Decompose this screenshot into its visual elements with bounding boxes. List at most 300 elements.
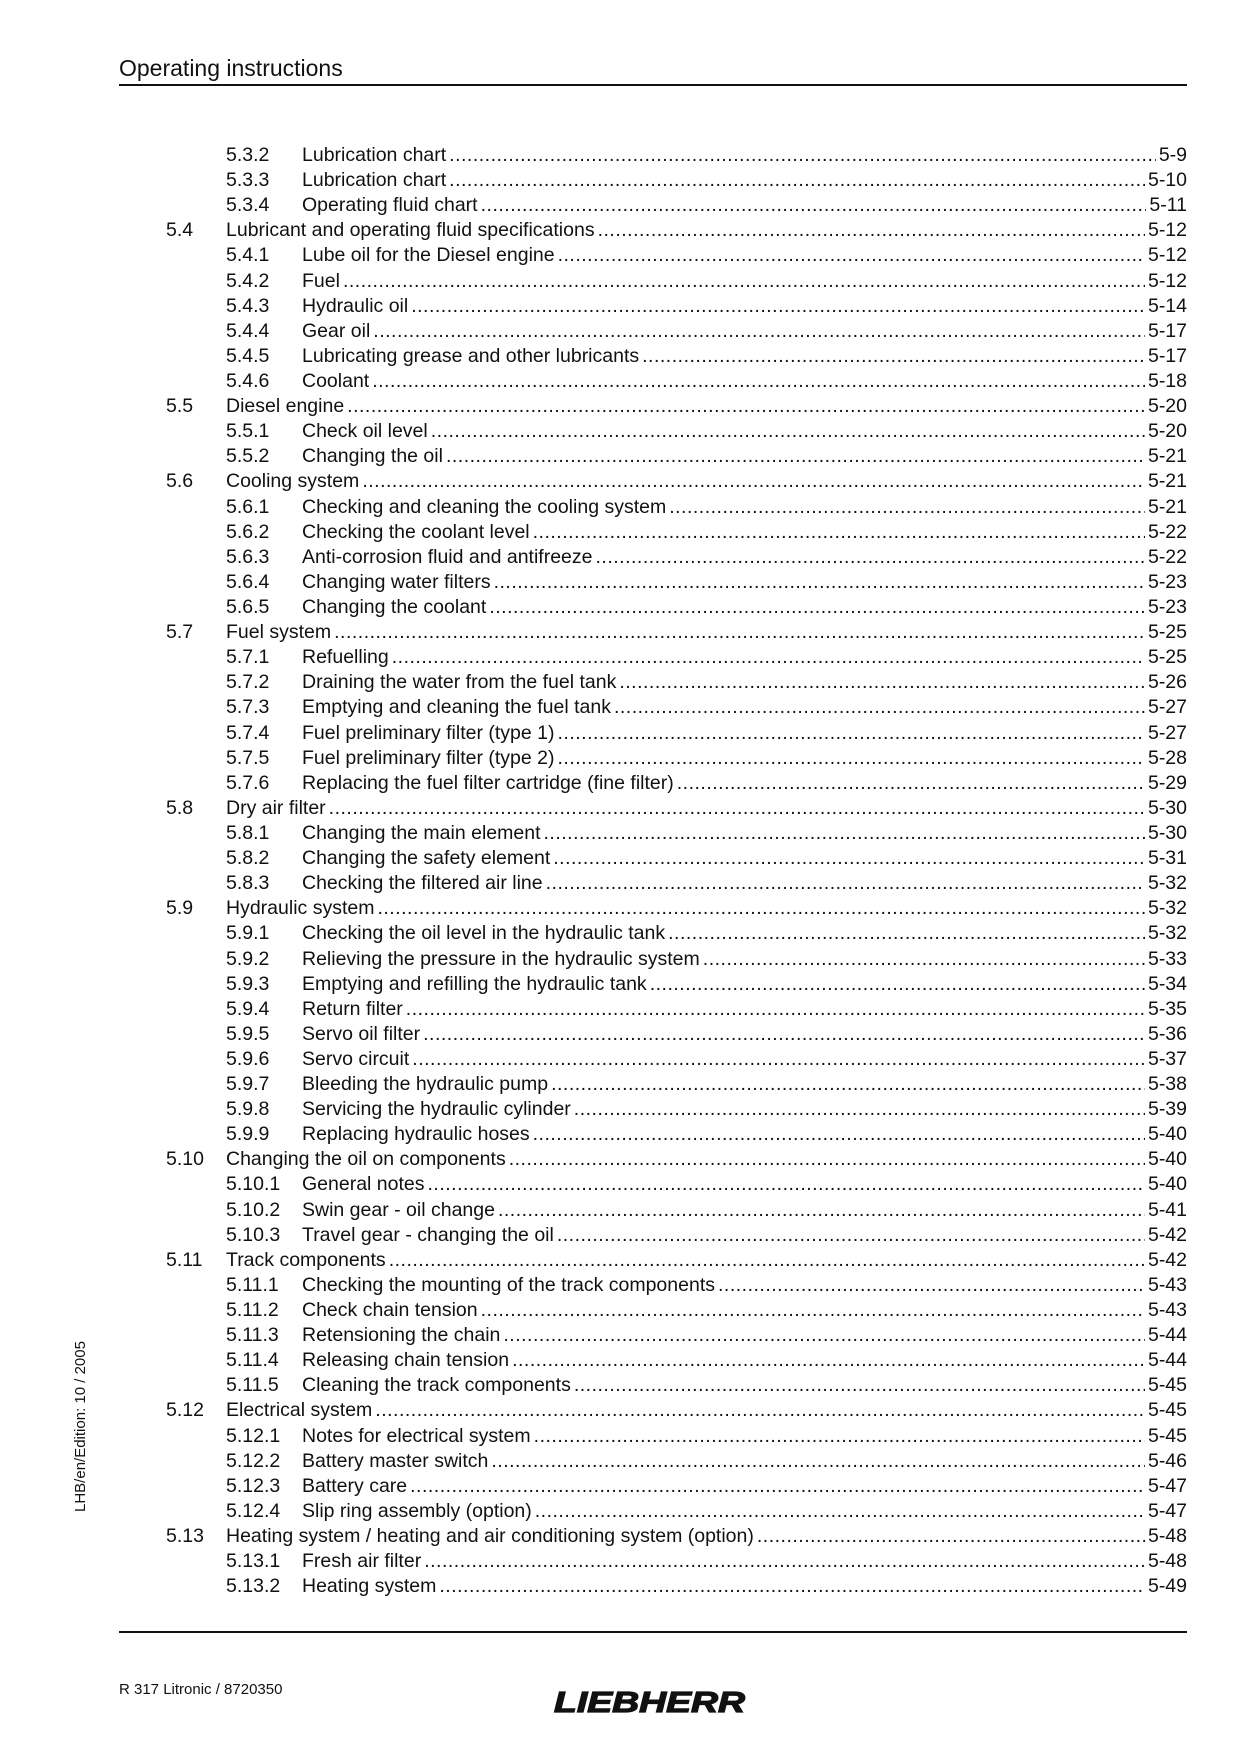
toc-entry[interactable] [0, 1549, 1240, 1574]
toc-section-title: Servo oil filter [302, 1022, 421, 1045]
toc-entry[interactable] [0, 1348, 1240, 1373]
toc-section-number: 5.4.2 [226, 269, 270, 292]
toc-section-number: 5.10.2 [226, 1198, 281, 1221]
toc-dot-leader [533, 1122, 1145, 1147]
toc-entry-line [302, 1097, 1187, 1122]
toc-section-number: 5.13.1 [226, 1550, 281, 1573]
toc-dot-leader [535, 1499, 1145, 1524]
toc-section-title: Heating system [302, 1575, 437, 1598]
toc-entry-line [302, 871, 1187, 896]
toc-entry[interactable] [0, 997, 1240, 1022]
toc-entry-line [302, 369, 1187, 394]
toc-entry[interactable] [0, 1223, 1240, 1248]
toc-section-number: 5.6.5 [226, 595, 270, 618]
toc-section-title: Draining the water from the fuel tank [302, 671, 617, 694]
toc-section-number: 5.4.5 [226, 344, 270, 367]
toc-section-title: Changing the safety element [302, 847, 551, 870]
toc-page-number: 5-45 [1147, 1424, 1187, 1447]
toc-dot-leader [491, 1449, 1145, 1474]
toc-dot-leader [596, 545, 1145, 570]
toc-page-number: 5-25 [1147, 646, 1187, 669]
toc-entry[interactable] [0, 1097, 1240, 1122]
toc-page-number: 5-10 [1147, 169, 1187, 192]
toc-page-number: 5-32 [1147, 897, 1187, 920]
toc-section-number: 5.7.4 [226, 721, 270, 744]
toc-entry[interactable] [0, 645, 1240, 670]
toc-section-title: Fuel system [226, 621, 332, 644]
toc-entry-line [226, 796, 1187, 821]
toc-page-number: 5-14 [1147, 294, 1187, 317]
toc-dot-leader [668, 921, 1145, 946]
toc-section-title: Servo circuit [302, 1047, 410, 1070]
toc-page-number: 5-12 [1147, 244, 1187, 267]
toc-section-number: 5.9 [166, 897, 194, 920]
toc-entry-line [302, 495, 1187, 520]
toc-page-number: 5-40 [1147, 1148, 1187, 1171]
toc-entry-line [302, 1574, 1187, 1599]
toc-page-number: 5-31 [1147, 847, 1187, 870]
toc-page-number: 5-46 [1147, 1449, 1187, 1472]
toc-dot-leader [428, 1172, 1145, 1197]
toc-entry-line [302, 1022, 1187, 1047]
header-divider [119, 84, 1187, 86]
liebherr-logo-icon [553, 1688, 746, 1715]
toc-entry[interactable] [0, 570, 1240, 595]
toc-section-number: 5.9.2 [226, 947, 270, 970]
toc-entry-line [226, 1398, 1187, 1423]
toc-dot-leader [489, 595, 1145, 620]
toc-dot-leader [446, 444, 1145, 469]
toc-entry[interactable] [0, 1574, 1240, 1599]
toc-section-number: 5.4.1 [226, 244, 270, 267]
toc-section-number: 5.6.4 [226, 570, 270, 593]
toc-section-number: 5.9.9 [226, 1123, 270, 1146]
toc-dot-leader [392, 645, 1145, 670]
toc-section-number: 5.13 [166, 1525, 204, 1548]
toc-entry[interactable] [0, 1474, 1240, 1499]
toc-page-number: 5-29 [1147, 771, 1187, 794]
toc-entry[interactable] [0, 1499, 1240, 1524]
toc-dot-leader [481, 193, 1147, 218]
toc-dot-leader [334, 620, 1145, 645]
toc-entry-line [302, 1198, 1187, 1223]
toc-dot-leader [498, 1198, 1145, 1223]
toc-page-number: 5-45 [1147, 1374, 1187, 1397]
toc-dot-leader [377, 896, 1145, 921]
toc-page-number: 5-20 [1147, 420, 1187, 443]
toc-section-number: 5.5.2 [226, 445, 270, 468]
toc-section-title: Battery master switch [302, 1449, 489, 1472]
toc-dot-leader [372, 369, 1145, 394]
toc-section-title: Electrical system [226, 1399, 373, 1422]
toc-page-number: 5-42 [1147, 1248, 1187, 1271]
toc-entry[interactable] [0, 1047, 1240, 1072]
toc-dot-leader [347, 394, 1145, 419]
toc-entry[interactable] [0, 1122, 1240, 1147]
toc-entry[interactable] [0, 595, 1240, 620]
toc-entry[interactable] [0, 218, 1240, 243]
toc-section-title: Checking the mounting of the track components [302, 1273, 715, 1296]
toc-page-number: 5-17 [1147, 344, 1187, 367]
toc-entry[interactable] [0, 369, 1240, 394]
toc-section-number: 5.9.5 [226, 1022, 270, 1045]
toc-dot-leader [551, 1072, 1145, 1097]
toc-page-number: 5-22 [1147, 545, 1187, 568]
toc-section-title: Bleeding the hydraulic pump [302, 1073, 549, 1096]
toc-section-number: 5.7.2 [226, 671, 270, 694]
toc-section-number: 5.11 [166, 1248, 203, 1271]
toc-page-number: 5-41 [1147, 1198, 1187, 1221]
toc-entry-line [302, 921, 1187, 946]
toc-section-title: Coolant [302, 369, 370, 392]
toc-entry-line [302, 1047, 1187, 1072]
toc-section-number: 5.12.2 [226, 1449, 281, 1472]
toc-section-number: 5.12.3 [226, 1474, 281, 1497]
toc-entry[interactable] [0, 821, 1240, 846]
toc-entry-line [226, 620, 1187, 645]
toc-section-title: Changing water filters [302, 570, 491, 593]
toc-page-number: 5-35 [1147, 997, 1187, 1020]
toc-page-number: 5-39 [1147, 1098, 1187, 1121]
toc-section-title: Battery care [302, 1474, 408, 1497]
toc-entry[interactable] [0, 1022, 1240, 1047]
toc-section-number: 5.12.4 [226, 1499, 281, 1522]
toc-entry[interactable] [0, 294, 1240, 319]
toc-entry[interactable] [0, 444, 1240, 469]
toc-section-title: Return filter [302, 997, 403, 1020]
toc-section-title: Operating fluid chart [302, 194, 478, 217]
toc-page-number: 5-17 [1147, 319, 1187, 342]
toc-section-title: Track components [226, 1248, 386, 1271]
toc-entry-line [226, 218, 1187, 243]
toc-entry-line [302, 972, 1187, 997]
toc-dot-leader [533, 520, 1145, 545]
toc-dot-leader [544, 821, 1145, 846]
toc-section-number: 5.9.7 [226, 1073, 270, 1096]
toc-entry-line [302, 746, 1187, 771]
toc-page-number: 5-27 [1147, 696, 1187, 719]
toc-dot-leader [424, 1549, 1145, 1574]
toc-section-number: 5.4.6 [226, 369, 270, 392]
toc-section-number: 5.6.3 [226, 545, 270, 568]
toc-page-number: 5-23 [1147, 595, 1187, 618]
toc-entry-line [226, 394, 1187, 419]
toc-dot-leader [619, 670, 1145, 695]
toc-dot-leader [534, 1424, 1145, 1449]
toc-section-title: Cleaning the track components [302, 1374, 571, 1397]
toc-dot-leader [757, 1524, 1145, 1549]
toc-dot-leader [494, 570, 1145, 595]
toc-entry[interactable] [0, 419, 1240, 444]
toc-page-number: 5-21 [1147, 445, 1187, 468]
toc-section-number: 5.11.2 [226, 1299, 279, 1322]
toc-entry-line [302, 168, 1187, 193]
toc-entry[interactable] [0, 721, 1240, 746]
toc-section-number: 5.9.8 [226, 1098, 270, 1121]
toc-section-number: 5.9.1 [226, 922, 270, 945]
toc-section-title: Cooling system [226, 470, 360, 493]
toc-entry-line [302, 1549, 1187, 1574]
toc-section-number: 5.10.1 [226, 1173, 281, 1196]
toc-entry-line [226, 469, 1187, 494]
toc-section-title: Changing the oil on components [226, 1148, 506, 1171]
toc-entry[interactable] [0, 947, 1240, 972]
toc-dot-leader [557, 1223, 1145, 1248]
toc-dot-leader [362, 469, 1145, 494]
toc-entry-line [302, 771, 1187, 796]
toc-entry-line [302, 344, 1187, 369]
toc-entry-line [302, 1273, 1187, 1298]
toc-entry[interactable] [0, 495, 1240, 520]
toc-entry-line [302, 545, 1187, 570]
toc-section-title: Checking the filtered air line [302, 872, 543, 895]
toc-section-title: Changing the oil [302, 445, 443, 468]
toc-entry[interactable] [0, 1072, 1240, 1097]
toc-section-number: 5.6.2 [226, 520, 270, 543]
toc-section-number: 5.4.4 [226, 319, 270, 342]
toc-page-number: 5-12 [1147, 219, 1187, 242]
toc-entry[interactable] [0, 695, 1240, 720]
toc-entry[interactable] [0, 1147, 1240, 1172]
toc-entry[interactable] [0, 896, 1240, 921]
toc-section-number: 5.11.4 [226, 1349, 279, 1372]
toc-section-title: Slip ring assembly (option) [302, 1499, 532, 1522]
toc-entry-line [302, 294, 1187, 319]
toc-section-title: Replacing hydraulic hoses [302, 1123, 530, 1146]
toc-section-number: 5.10.3 [226, 1223, 281, 1246]
toc-entry-line [302, 520, 1187, 545]
footer-model-number: R 317 Litronic / 8720350 [119, 1681, 283, 1698]
toc-entry[interactable] [0, 1273, 1240, 1298]
toc-entry[interactable] [0, 168, 1240, 193]
toc-entry[interactable] [0, 1524, 1240, 1549]
toc-entry[interactable] [0, 771, 1240, 796]
toc-dot-leader [574, 1373, 1145, 1398]
toc-page-number: 5-25 [1147, 621, 1187, 644]
toc-section-number: 5.13.2 [226, 1575, 281, 1598]
toc-dot-leader [449, 143, 1156, 168]
toc-section-title: Swin gear - oil change [302, 1198, 495, 1221]
toc-page-number: 5-26 [1147, 671, 1187, 694]
toc-entry[interactable] [0, 871, 1240, 896]
toc-entry[interactable] [0, 469, 1240, 494]
toc-section-title: Gear oil [302, 319, 371, 342]
toc-section-number: 5.7.1 [226, 646, 270, 669]
toc-dot-leader [558, 243, 1145, 268]
toc-entry-line [226, 1524, 1187, 1549]
toc-entry[interactable] [0, 921, 1240, 946]
toc-entry[interactable] [0, 520, 1240, 545]
toc-page-number: 5-22 [1147, 520, 1187, 543]
toc-section-number: 5.4.3 [226, 294, 270, 317]
toc-entry[interactable] [0, 972, 1240, 997]
toc-dot-leader [439, 1574, 1145, 1599]
toc-section-number: 5.8.3 [226, 872, 270, 895]
toc-entry-line [302, 670, 1187, 695]
toc-dot-leader [650, 972, 1145, 997]
toc-entry[interactable] [0, 193, 1240, 218]
toc-section-number: 5.3.4 [226, 194, 270, 217]
toc-entry-line [302, 997, 1187, 1022]
toc-section-title: Retensioning the chain [302, 1324, 501, 1347]
toc-entry-line [302, 1122, 1187, 1147]
toc-page-number: 5-47 [1147, 1474, 1187, 1497]
toc-page-number: 5-43 [1147, 1273, 1187, 1296]
toc-entry[interactable] [0, 1198, 1240, 1223]
toc-entry[interactable] [0, 1323, 1240, 1348]
toc-dot-leader [553, 846, 1145, 871]
toc-dot-leader [343, 269, 1145, 294]
toc-section-title: Fuel preliminary filter (type 1) [302, 721, 555, 744]
toc-entry[interactable] [0, 620, 1240, 645]
toc-dot-leader [329, 796, 1145, 821]
toc-entry[interactable] [0, 1172, 1240, 1197]
toc-section-title: Fuel preliminary filter (type 2) [302, 746, 555, 769]
toc-entry-line [226, 896, 1187, 921]
toc-dot-leader [512, 1348, 1145, 1373]
toc-dot-leader [509, 1147, 1145, 1172]
toc-section-title: Checking and cleaning the cooling system [302, 495, 667, 518]
toc-entry[interactable] [0, 545, 1240, 570]
toc-section-title: Lubricating grease and other lubricants [302, 344, 640, 367]
toc-dot-leader [642, 344, 1145, 369]
toc-entry-line [302, 595, 1187, 620]
toc-dot-leader [677, 771, 1145, 796]
toc-entry[interactable] [0, 344, 1240, 369]
toc-entry[interactable] [0, 746, 1240, 771]
toc-dot-leader [412, 1047, 1145, 1072]
toc-entry-line [302, 1424, 1187, 1449]
toc-page-number: 5-44 [1147, 1324, 1187, 1347]
toc-dot-leader [703, 947, 1145, 972]
toc-section-title: Diesel engine [226, 395, 345, 418]
toc-section-number: 5.9.4 [226, 997, 270, 1020]
toc-page-number: 5-18 [1147, 369, 1187, 392]
toc-page-number: 5-45 [1147, 1399, 1187, 1422]
toc-entry[interactable] [0, 1398, 1240, 1423]
liebherr-logo [553, 1688, 746, 1715]
toc-dot-leader [423, 1022, 1145, 1047]
toc-entry[interactable] [0, 1373, 1240, 1398]
toc-entry-line [226, 1147, 1187, 1172]
toc-section-title: Travel gear - changing the oil [302, 1223, 554, 1246]
toc-section-title: Hydraulic system [226, 897, 375, 920]
toc-section-number: 5.8 [166, 796, 194, 819]
footer-divider [119, 1631, 1187, 1633]
toc-entry[interactable] [0, 319, 1240, 344]
toc-entry[interactable] [0, 846, 1240, 871]
toc-section-number: 5.4 [166, 219, 194, 242]
toc-page-number: 5-44 [1147, 1349, 1187, 1372]
toc-page-number: 5-40 [1147, 1173, 1187, 1196]
toc-section-title: Checking the coolant level [302, 520, 530, 543]
toc-dot-leader [389, 1248, 1145, 1273]
logo-lettering: LIEBHERR [554, 1688, 746, 1715]
toc-entry[interactable] [0, 143, 1240, 168]
toc-page-number: 5-32 [1147, 872, 1187, 895]
toc-section-title: Dry air filter [226, 796, 326, 819]
toc-section-number: 5.7.3 [226, 696, 270, 719]
toc-entry-line [302, 1072, 1187, 1097]
toc-entry[interactable] [0, 1449, 1240, 1474]
toc-entry[interactable] [0, 1424, 1240, 1449]
toc-section-title: Relieving the pressure in the hydraulic system [302, 947, 700, 970]
toc-page-number: 5-42 [1147, 1223, 1187, 1246]
toc-page-number: 5-36 [1147, 1022, 1187, 1045]
toc-entry[interactable] [0, 670, 1240, 695]
toc-section-number: 5.9.3 [226, 972, 270, 995]
toc-dot-leader [558, 721, 1145, 746]
toc-entry-line [302, 1223, 1187, 1248]
toc-page-number: 5-20 [1147, 395, 1187, 418]
toc-dot-leader [574, 1097, 1145, 1122]
toc-entry-line [302, 143, 1187, 168]
toc-page-number: 5-48 [1147, 1525, 1187, 1548]
toc-section-title: Lubrication chart [302, 169, 447, 192]
toc-dot-leader [410, 1474, 1145, 1499]
toc-section-title: Releasing chain tension [302, 1349, 510, 1372]
toc-page-number: 5-48 [1147, 1550, 1187, 1573]
toc-section-number: 5.11.5 [226, 1374, 279, 1397]
toc-section-number: 5.6 [166, 470, 194, 493]
toc-entry-line [302, 1373, 1187, 1398]
toc-page-number: 5-49 [1147, 1575, 1187, 1598]
toc-entry[interactable] [0, 243, 1240, 268]
toc-section-title: Fresh air filter [302, 1550, 422, 1573]
toc-section-number: 5.8.2 [226, 847, 270, 870]
page-header: Operating instructions [119, 55, 343, 81]
toc-entry-line [226, 1248, 1187, 1273]
toc-entry-line [302, 695, 1187, 720]
toc-entry-line [302, 821, 1187, 846]
toc-dot-leader [669, 495, 1145, 520]
toc-dot-leader [449, 168, 1145, 193]
toc-entry-line [302, 243, 1187, 268]
toc-section-title: Lube oil for the Diesel engine [302, 244, 555, 267]
toc-entry-line [302, 846, 1187, 871]
toc-entry[interactable] [0, 394, 1240, 419]
toc-dot-leader [546, 871, 1145, 896]
toc-entry[interactable] [0, 1298, 1240, 1323]
toc-entry[interactable] [0, 269, 1240, 294]
toc-entry-line [302, 1323, 1187, 1348]
toc-page-number: 5-30 [1147, 821, 1187, 844]
toc-page-number: 5-21 [1147, 470, 1187, 493]
toc-section-number: 5.12.1 [226, 1424, 281, 1447]
toc-page-number: 5-37 [1147, 1047, 1187, 1070]
toc-section-title: General notes [302, 1173, 425, 1196]
toc-section-title: Changing the coolant [302, 595, 487, 618]
toc-section-title: Replacing the fuel filter cartridge (fine filter) [302, 771, 674, 794]
toc-entry[interactable] [0, 1248, 1240, 1273]
toc-dot-leader [411, 294, 1145, 319]
toc-section-number: 5.12 [166, 1399, 204, 1422]
toc-section-number: 5.9.6 [226, 1047, 270, 1070]
toc-section-title: Check oil level [302, 420, 428, 443]
toc-entry-line [302, 1172, 1187, 1197]
toc-section-number: 5.5.1 [226, 420, 270, 443]
toc-section-number: 5.5 [166, 395, 194, 418]
toc-entry-line [302, 721, 1187, 746]
table-of-contents [0, 143, 1240, 1599]
toc-section-number: 5.3.3 [226, 169, 270, 192]
toc-entry[interactable] [0, 796, 1240, 821]
toc-section-title: Emptying and refilling the hydraulic tank [302, 972, 647, 995]
toc-dot-leader [598, 218, 1145, 243]
toc-entry-line [302, 444, 1187, 469]
toc-section-number: 5.10 [166, 1148, 204, 1171]
toc-dot-leader [373, 319, 1145, 344]
